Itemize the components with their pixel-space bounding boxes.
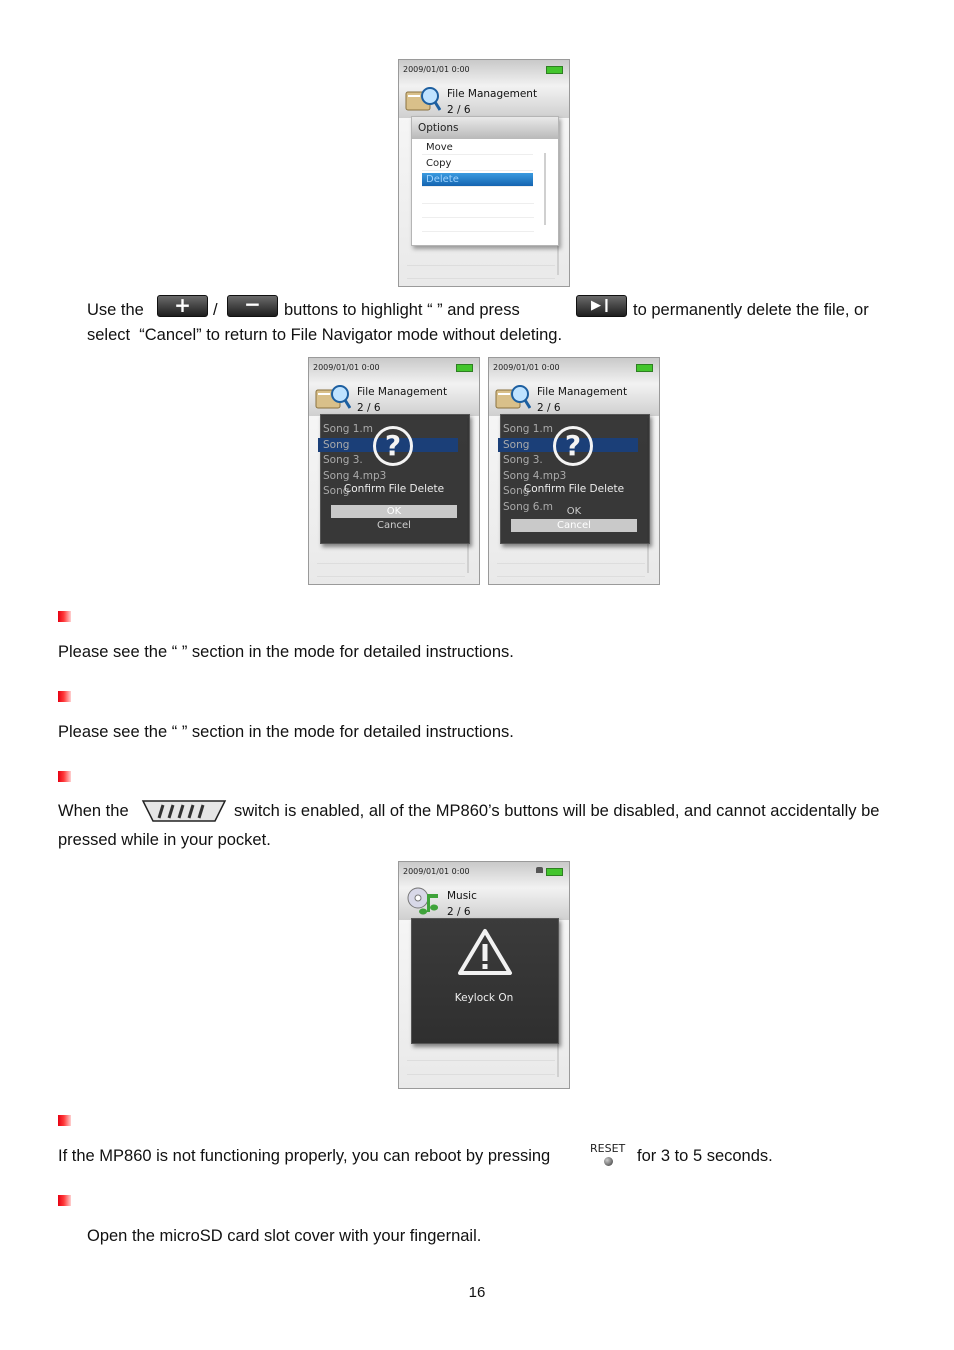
option-move[interactable]: Move — [422, 141, 533, 155]
reset-button-icon — [604, 1157, 613, 1166]
datetime: 2009/01/01 0:00 — [493, 363, 560, 372]
list-item[interactable]: Song 1.m — [503, 423, 553, 435]
list-divider — [317, 576, 465, 577]
list-item[interactable]: Song 4.mp3 — [503, 469, 567, 482]
list-item[interactable]: Song — [323, 438, 350, 451]
item-count: 2 / 6 — [537, 402, 561, 414]
reset-label: RESET — [590, 1142, 626, 1155]
options-menu-title: Options — [412, 117, 558, 139]
list-divider — [317, 563, 465, 564]
section-text: pressed while in your pocket. — [58, 831, 271, 849]
cancel-button[interactable]: Cancel — [377, 520, 411, 531]
app-title: File Management — [447, 88, 538, 100]
item-count: 2 / 6 — [447, 906, 471, 918]
section-text: If the MP860 is not functioning properly, you can reboot by pressing — [58, 1147, 551, 1165]
app-title: Music — [447, 890, 477, 902]
list-item[interactable]: Song — [323, 485, 350, 497]
instruction-text: Use the — [87, 301, 144, 319]
section-bullet — [58, 611, 71, 622]
confirm-delete-screen-ok — [308, 357, 480, 585]
question-icon: ? — [373, 426, 413, 466]
keylock-message: Keylock On — [454, 992, 514, 1004]
music-icon — [405, 886, 441, 916]
datetime: 2009/01/01 0:00 — [403, 65, 470, 74]
ok-button[interactable]: OK — [566, 506, 582, 517]
list-divider — [422, 231, 534, 232]
battery-icon — [546, 868, 563, 876]
file-management-icon — [315, 382, 351, 412]
list-divider — [497, 576, 645, 577]
section-bullet — [58, 771, 71, 782]
section-text: Please see the “ ” section in the mode for detailed instructions. — [58, 723, 514, 741]
list-divider — [422, 203, 534, 204]
file-management-icon — [495, 382, 531, 412]
options-scrollbar[interactable] — [544, 153, 546, 225]
keylock-screen — [398, 861, 570, 1089]
item-count: 2 / 6 — [447, 104, 471, 116]
section-bullet — [58, 1195, 71, 1206]
list-item[interactable]: Song — [503, 438, 530, 451]
list-divider — [422, 217, 534, 218]
battery-icon — [546, 66, 563, 74]
datetime: 2009/01/01 0:00 — [313, 363, 380, 372]
list-divider — [407, 1074, 555, 1075]
option-delete[interactable]: Delete — [422, 173, 533, 187]
list-divider — [407, 278, 555, 279]
battery-icon — [636, 364, 653, 372]
dialog-title: Confirm File Delete — [523, 483, 625, 495]
dialog-title: Confirm File Delete — [343, 483, 445, 495]
instruction-text: buttons to highlight “ ” and press — [284, 301, 520, 319]
section-text: Please see the “ ” section in the mode for detailed instructions. — [58, 643, 514, 661]
lock-icon — [536, 867, 543, 873]
datetime: 2009/01/01 0:00 — [403, 867, 470, 876]
section-text: When the — [58, 802, 129, 820]
instruction-text: to permanently delete the file, or — [633, 301, 869, 319]
section-text: Open the microSD card slot cover with your fingernail. — [87, 1227, 482, 1245]
list-divider — [407, 265, 555, 266]
question-icon: ? — [553, 426, 593, 466]
list-divider — [497, 563, 645, 564]
play-pause-button-icon: ▶❙ — [576, 295, 627, 317]
battery-icon — [456, 364, 473, 372]
section-text: switch is enabled, all of the MP860’s buttons will be disabled, and cannot accidentally be — [234, 802, 880, 820]
file-management-icon — [405, 84, 441, 114]
list-item[interactable]: Song 3. — [503, 454, 543, 466]
app-title: File Management — [357, 386, 448, 398]
section-bullet — [58, 1115, 71, 1126]
option-copy[interactable]: Copy — [422, 157, 533, 171]
list-item[interactable]: Song 1.m — [323, 423, 373, 435]
instruction-text: select “Cancel” to return to File Navigator mode without deleting. — [87, 326, 563, 344]
confirm-delete-screen-cancel — [488, 357, 660, 585]
section-text: for 3 to 5 seconds. — [637, 1147, 773, 1165]
item-count: 2 / 6 — [357, 402, 381, 414]
list-item[interactable]: Song 6.m — [503, 500, 553, 513]
app-title: File Management — [537, 386, 628, 398]
instruction-text: / — [213, 301, 218, 319]
page-number: 16 — [468, 1284, 486, 1301]
minus-button-icon: − — [227, 295, 278, 317]
list-divider — [407, 1060, 555, 1061]
file-management-options-screen — [398, 59, 570, 287]
warning-icon — [457, 928, 513, 976]
cancel-button[interactable]: Cancel — [511, 519, 637, 532]
list-item[interactable]: Song 3. — [323, 454, 363, 466]
ok-button[interactable]: OK — [331, 505, 457, 518]
section-bullet — [58, 691, 71, 702]
list-item[interactable]: Song — [503, 485, 530, 497]
options-menu — [411, 116, 559, 246]
plus-button-icon: + — [157, 295, 208, 317]
list-item[interactable]: Song 4.mp3 — [323, 469, 387, 482]
keylock-switch-icon — [141, 799, 227, 823]
